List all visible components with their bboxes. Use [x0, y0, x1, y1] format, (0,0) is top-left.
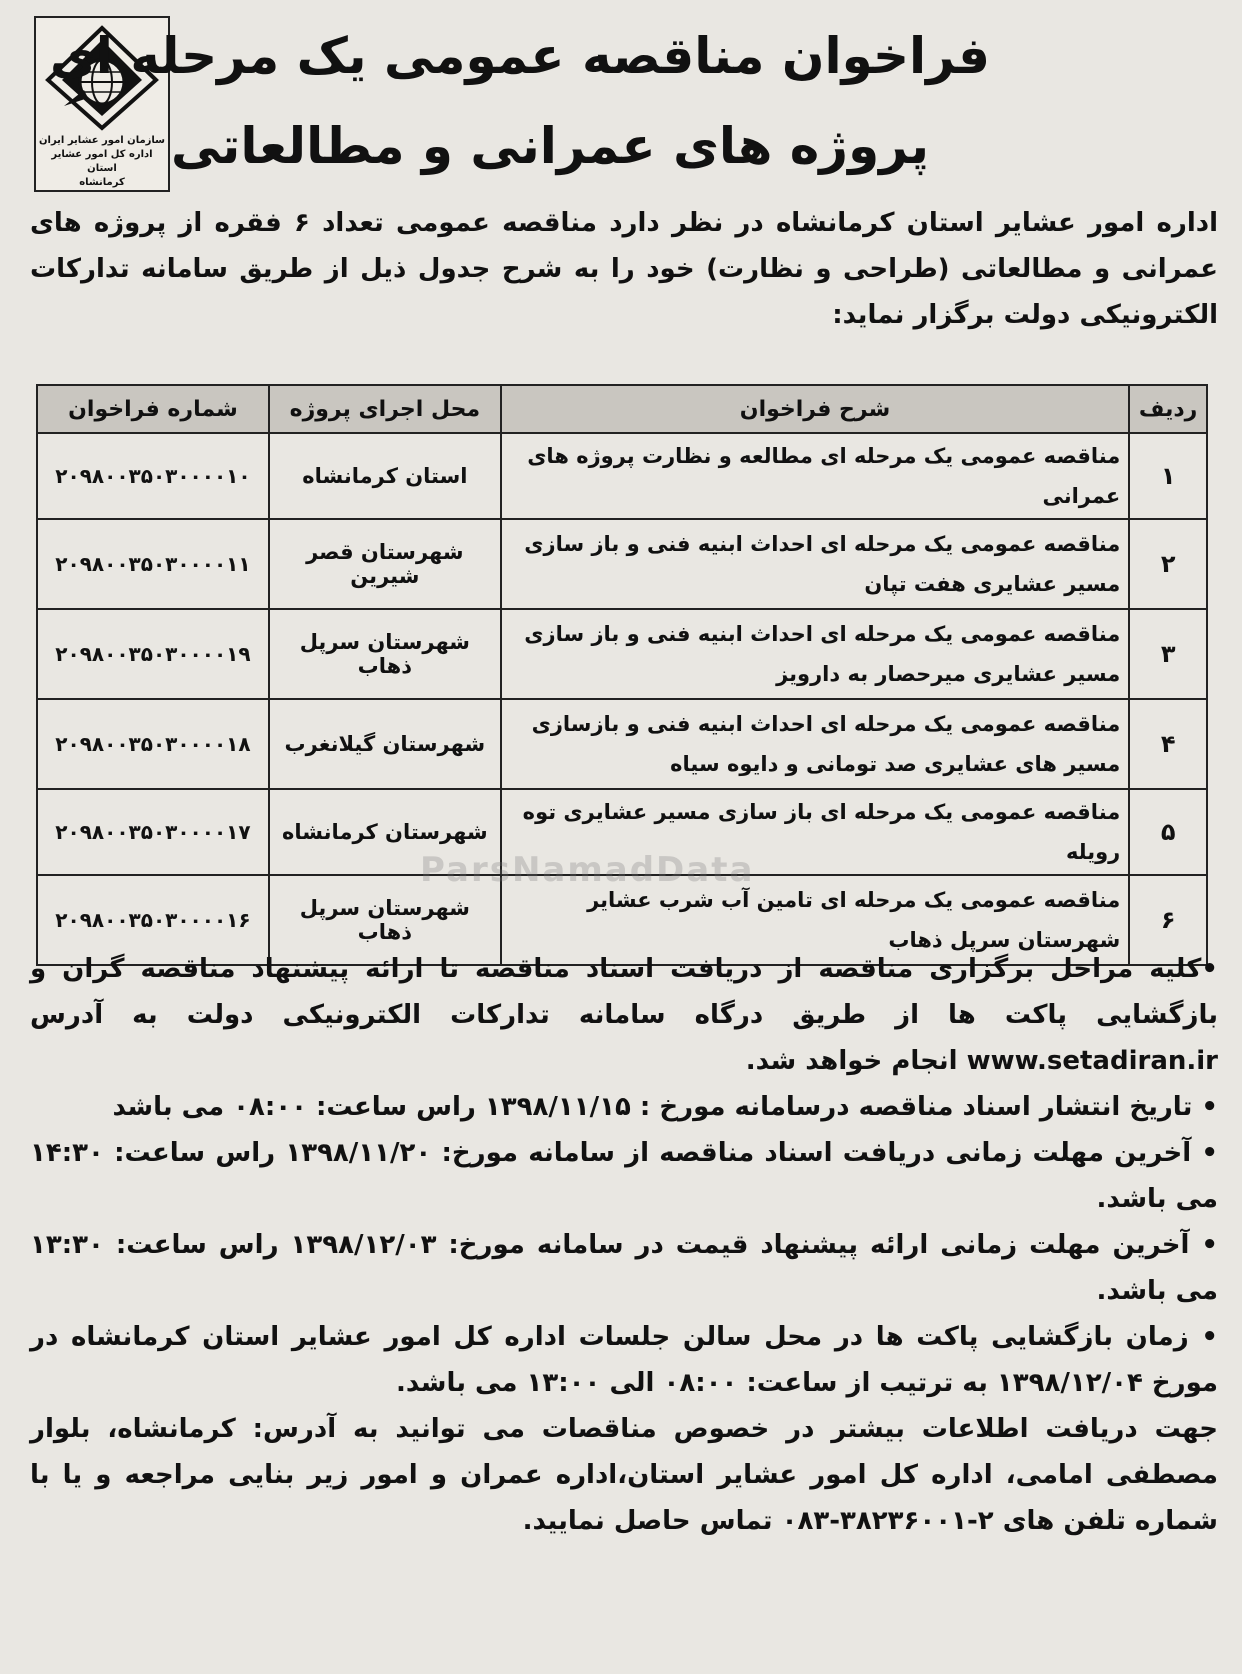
row-number: ۲ — [1129, 519, 1207, 609]
row-location: شهرستان قصر شیرین — [269, 519, 501, 609]
condition-text: •کلیه مراحل برگزاری مناقصه از دریافت اسناد مناقصه تا ارائه پیشنهاد مناقصه گران و بازگشایی پاکت ها از طریق درگاه سامانه تدارکات الکترونیکی دولت به آدرس — [30, 954, 1218, 1030]
row-tender-number: ۲۰۹۸۰۰۳۵۰۳۰۰۰۰۱۹ — [37, 609, 269, 699]
row-number: ۳ — [1129, 609, 1207, 699]
row-tender-number: ۲۰۹۸۰۰۳۵۰۳۰۰۰۰۱۸ — [37, 699, 269, 789]
table-row — [37, 519, 1207, 609]
condition-item: • آخرین مهلت زمانی دریافت اسناد مناقصه از سامانه مورخ: ۱۳۹۸/۱۱/۲۰ راس ساعت: ۱۴:۳۰ می باشد. — [30, 1138, 1218, 1214]
row-number: ۱ — [1129, 433, 1207, 519]
row-location: استان کرمانشاه — [269, 433, 501, 519]
row-description: مناقصه عمومی یک مرحله ای تامین آب شرب عشایر شهرستان سرپل ذهاب — [501, 875, 1130, 965]
table-row — [37, 433, 1207, 519]
row-tender-number: ۲۰۹۸۰۰۳۵۰۳۰۰۰۰۱۷ — [37, 789, 269, 875]
header-tender-number: شماره فراخوان — [37, 385, 269, 433]
notice-title-line-2: پروژه های عمرانی و مطالعاتی — [170, 117, 930, 175]
row-description: مناقصه عمومی یک مرحله ای احداث ابنیه فنی و باز سازی مسیر عشایری هفت تپان — [501, 519, 1130, 609]
conditions-list — [30, 946, 1218, 1544]
row-location: شهرستان سرپل ذهاب — [269, 875, 501, 965]
row-location: شهرستان سرپل ذهاب — [269, 609, 501, 699]
header-row-number: ردیف — [1129, 385, 1207, 433]
row-description: مناقصه عمومی یک مرحله ای احداث ابنیه فنی و باز سازی مسیر عشایری میرحصار به دارویز — [501, 609, 1130, 699]
row-description: مناقصه عمومی یک مرحله ای احداث ابنیه فنی و بازسازی مسیر های عشایری صد تومانی و دایوه سیاه — [501, 699, 1130, 789]
row-tender-number: ۲۰۹۸۰۰۳۵۰۳۰۰۰۰۱۰ — [37, 433, 269, 519]
contact-paragraph: جهت دریافت اطلاعات بیشتر در خصوص مناقصات می توانید به آدرس: کرمانشاه، بلوار مصطفی امامی، اداره کل امور عشایر استان،اداره عمران و امور زیر بنایی مراجعه و یا با شماره تلفن های ۲-۳۸۲۳۶۰۰۱-۰۸۳ تماس حاصل نمایید. — [30, 1414, 1218, 1536]
row-description: مناقصه عمومی یک مرحله ای مطالعه و نظارت پروژه های عمرانی — [501, 433, 1130, 519]
condition-item: • آخرین مهلت زمانی ارائه پیشنهاد قیمت در سامانه مورخ: ۱۳۹۸/۱۲/۰۳ راس ساعت: ۱۳:۳۰ می باشد. — [30, 1230, 1218, 1306]
notice-title-line-1: فراخوان مناقصه عمومی یک مرحله ای — [49, 27, 990, 85]
condition-item — [30, 946, 1218, 1084]
row-number: ۴ — [1129, 699, 1207, 789]
table-row — [37, 609, 1207, 699]
row-location: شهرستان گیلانغرب — [269, 699, 501, 789]
table-row — [37, 699, 1207, 789]
notice-header — [20, 10, 1220, 196]
condition-item: • تاریخ انتشار اسناد مناقصه درسامانه مورخ : ۱۳۹۸/۱۱/۱۵ راس ساعت: ۰۸:۰۰ می باشد — [112, 1092, 1218, 1122]
setadiran-link[interactable]: www.setadiran.ir — [966, 1046, 1218, 1076]
logo-line-1: سازمان امور عشایر ایران — [38, 135, 166, 146]
row-number: ۶ — [1129, 875, 1207, 965]
logo-line-3: کرمانشاه — [79, 177, 125, 188]
condition-item: • زمان بازگشایی پاکت ها در محل سالن جلسات اداره کل امور عشایر استان کرمانشاه در مورخ ۱۳۹۸/۱۲/۰۴ به ترتیب از ساعت: ۰۸:۰۰ الی ۱۳:۰۰ می باشد. — [30, 1322, 1218, 1398]
row-tender-number: ۲۰۹۸۰۰۳۵۰۳۰۰۰۰۱۱ — [37, 519, 269, 609]
table-header-row — [37, 385, 1207, 433]
condition-text-end: انجام خواهد شد. — [745, 1046, 958, 1076]
header-location: محل اجرای پروژه — [269, 385, 501, 433]
row-number: ۵ — [1129, 789, 1207, 875]
watermark: ParsNamadData — [420, 850, 755, 890]
intro-paragraph: اداره امور عشایر استان کرمانشاه در نظر دارد مناقصه عمومی تعداد ۶ فقره از پروژه های عمرانی و مطالعاتی (طراحی و نظارت) خود را به شرح جدول ذیل از طریق سامانه تدارکات الکترونیکی دولت برگزار نماید: — [30, 208, 1218, 330]
row-tender-number: ۲۰۹۸۰۰۳۵۰۳۰۰۰۰۱۶ — [37, 875, 269, 965]
logo-line-2: اداره کل امور عشایر استان — [51, 149, 153, 174]
header-description: شرح فراخوان — [501, 385, 1130, 433]
row-location: شهرستان کرمانشاه — [269, 789, 501, 875]
row-description: مناقصه عمومی یک مرحله ای باز سازی مسیر عشایری توه رویله — [501, 789, 1130, 875]
